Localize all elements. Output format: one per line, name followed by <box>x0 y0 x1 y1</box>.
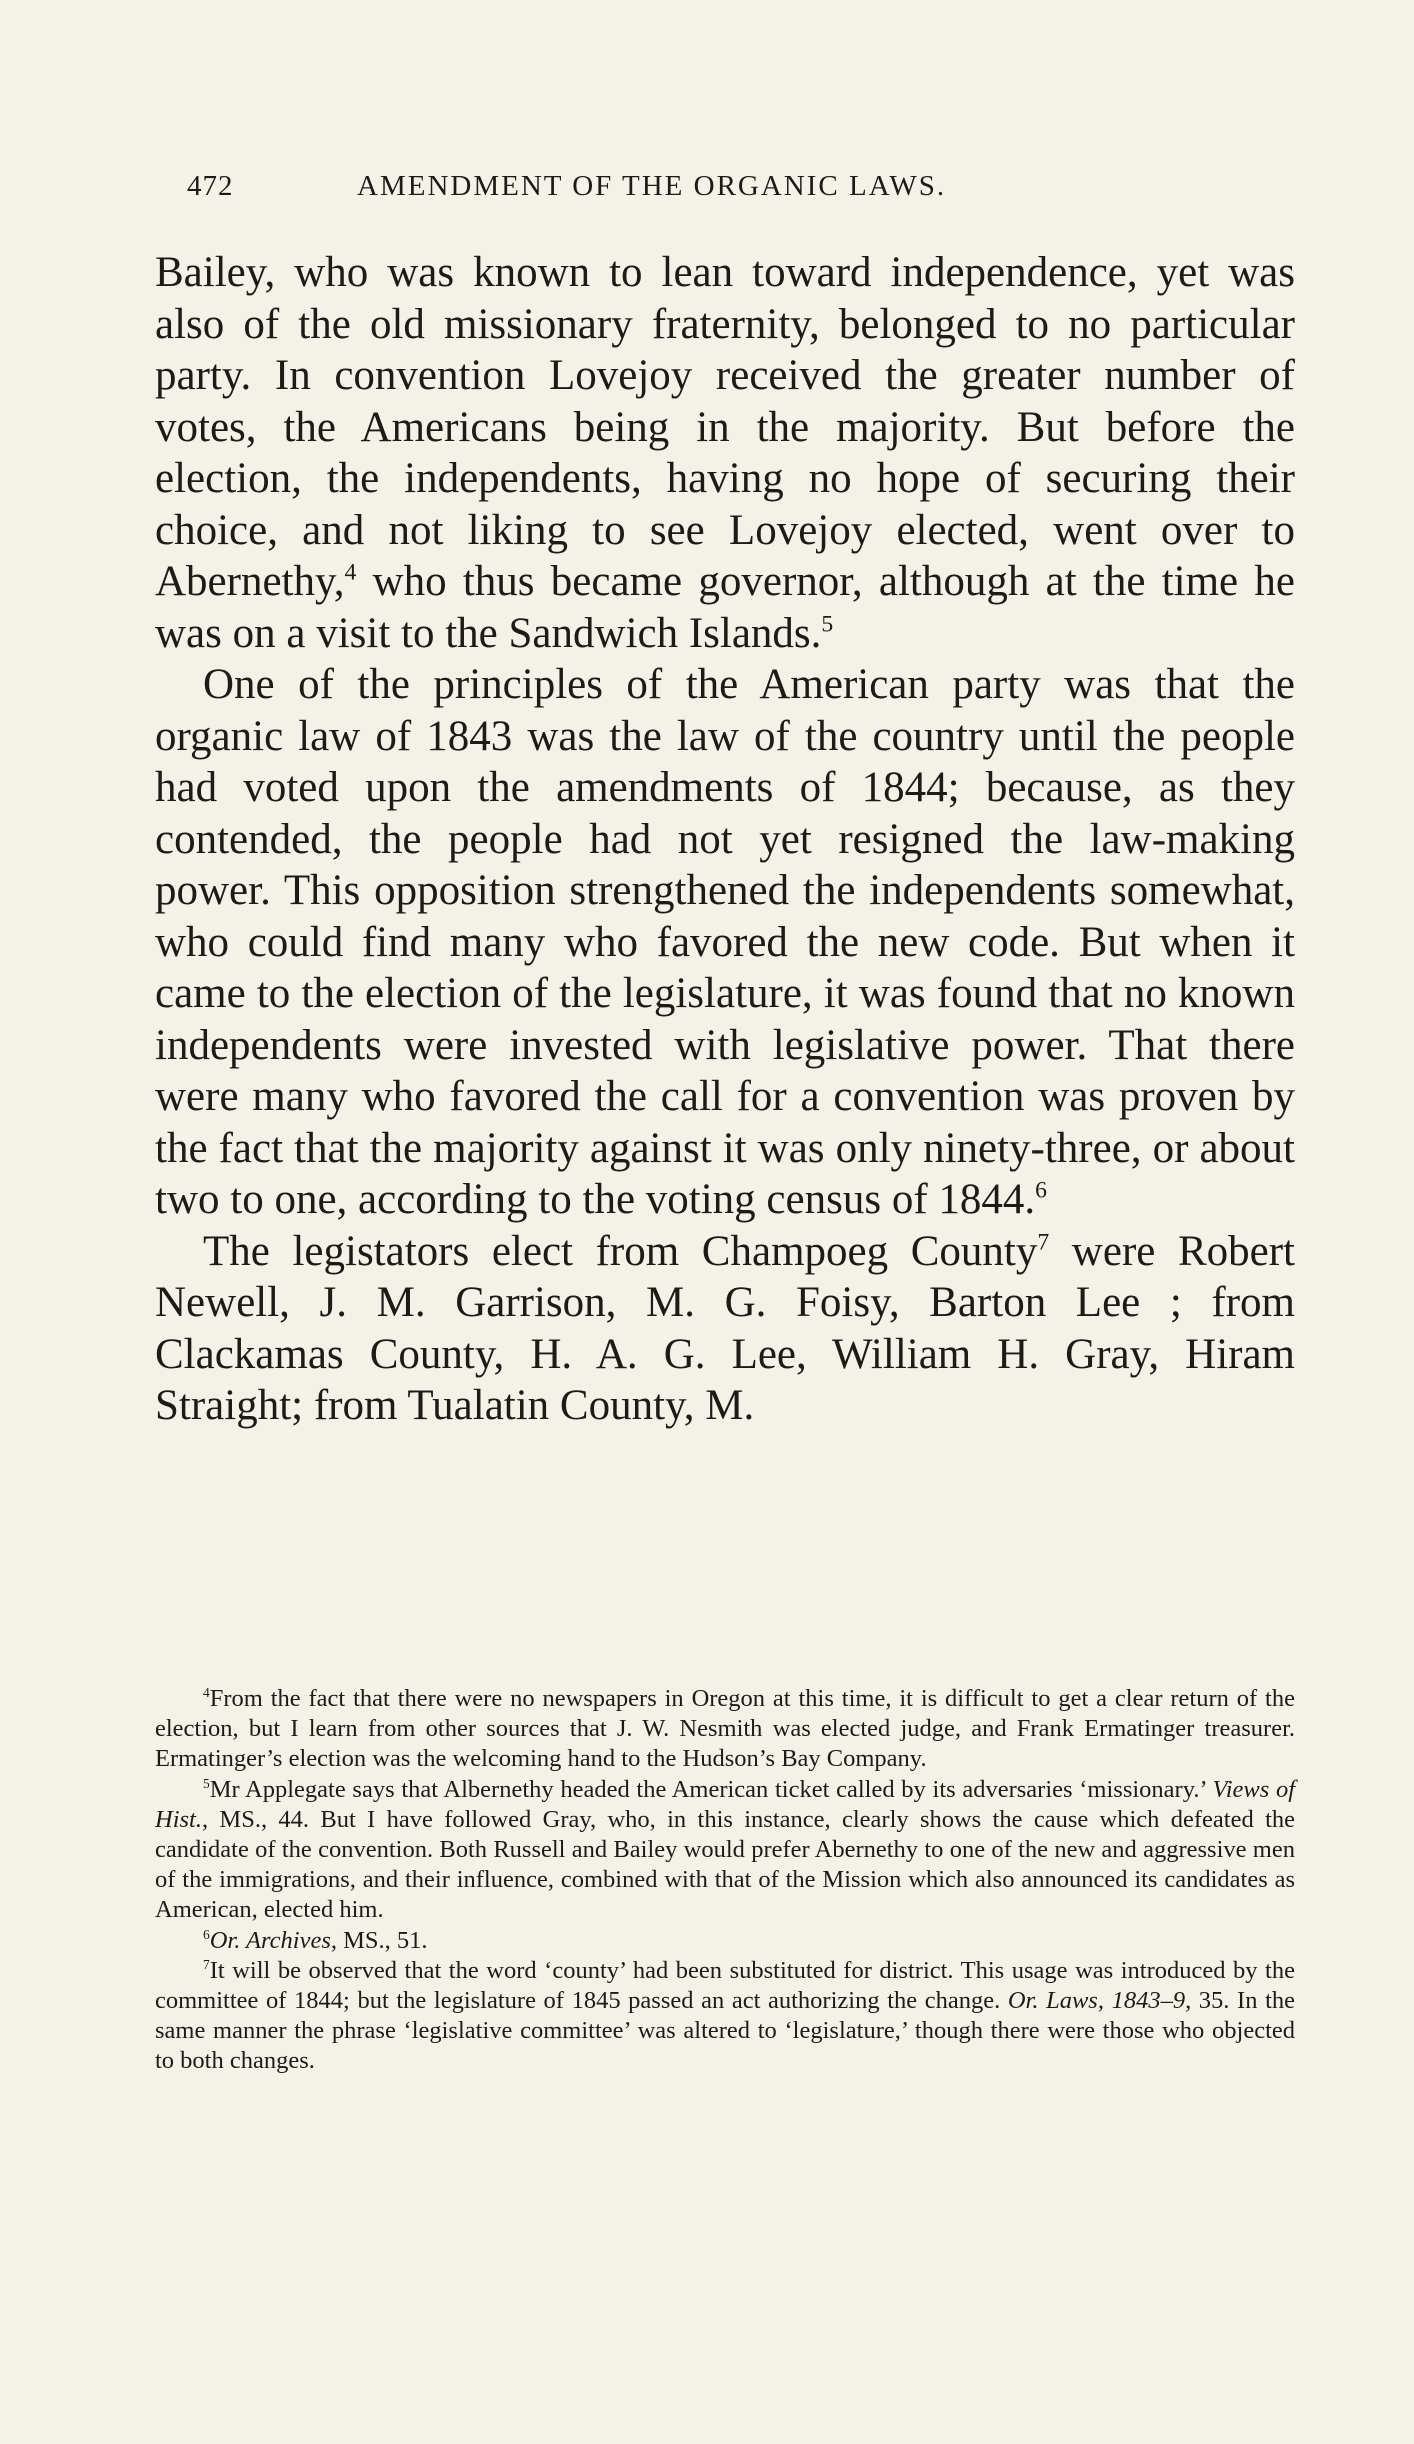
footnote-5-text-cont: , MS., 44. But I have followed Gray, who, in this instance, clearly shows the cause which defeated the candidate of the convention. Both Russell and Bailey would prefer Abernethy to one of the new and aggressive men of the immigrations, and their influence, combined with that of the Mission which also announced its candidates as American, elected him. <box>155 1805 1295 1924</box>
footnote-7 <box>155 1956 1295 2077</box>
paragraph-3-text-cont: were Robert Newell, J. M. Garrison, M. G. Foisy, Barton Lee ; from Clackamas County, H. A. G. Lee, William H. Gray, Hiram Straight; from Tualatin County, M. <box>155 1227 1295 1429</box>
footnote-7-text: It will be observed that the word ‘county’ had been substituted for district. This usage was introduced by the committee of 1844; but the legislature of 1845 passed an act authorizing the change. <box>155 1956 1295 2015</box>
page-number: 472 <box>187 170 234 202</box>
footnote-4 <box>155 1684 1295 1775</box>
footnote-7-mark: 7 <box>203 1956 210 1972</box>
paragraph-3 <box>155 1226 1295 1432</box>
paragraph-1-text-cont: who thus became governor, although at the time he was on a visit to the Sandwich Islands. <box>155 558 1295 657</box>
page-header <box>187 170 1297 214</box>
body-text <box>155 247 1295 1432</box>
paragraph-2-text: One of the principles of the American party was that the organic law of 1843 was the law of the country until the people had voted upon the amendments of 1844; because, as they contended, the people had not yet resigned the law-making power. This opposition strengthened the independents somewhat, who could find many who favored the new code. But when it came to the election of the legislature, it was found that no known independents were invested with legislative power. That there were many who favored the call for a convention was proven by the fact that the majority against it was only ninety-three, or about two to one, according to the voting census of 1844. <box>155 661 1295 1223</box>
footnotes <box>155 1684 1295 2077</box>
footnote-5-text: Mr Applegate says that Albernethy headed the American ticket called by its adversaries ‘missionary.’ <box>209 1775 1206 1803</box>
paragraph-1 <box>155 247 1295 659</box>
footnote-5-citation: Views of Hist. <box>155 1775 1296 1833</box>
footnote-6-text: , MS., 51. <box>330 1926 428 1954</box>
footnote-ref-4: 4 <box>344 559 357 586</box>
footnote-6-citation: Or. Archives <box>209 1926 331 1954</box>
footnote-6-mark: 6 <box>203 1926 210 1942</box>
paragraph-2 <box>155 659 1295 1226</box>
footnote-ref-5: 5 <box>821 611 834 638</box>
footnote-4-text: From the fact that there were no newspapers in Oregon at this time, it is difficult to get a clear return of the election, but I learn from other sources that J. W. Nesmith was elected judge, and Frank Ermatinger treasurer. Ermatinger’s election was the welcoming hand to the Hudson’s Bay Company. <box>155 1685 1295 1773</box>
footnote-ref-6: 6 <box>1035 1177 1047 1204</box>
running-title: AMENDMENT OF THE ORGANIC LAWS. <box>357 170 947 202</box>
footnote-7-citation: Or. Laws, 1843–9, <box>1007 1987 1192 2015</box>
paragraph-1-text: Bailey, who was known to lean toward independence, yet was also of the old missionary fraternity, belonged to no particular party. In convention Lovejoy received the greater number of votes, the Americans being in the majority. But before the election, the independents, having no hope of securing their choice, and not liking to see Lovejoy elected, went over to Abernethy, <box>155 249 1295 605</box>
footnote-7-text-cont: 35. In the same manner the phrase ‘legislative committee’ was altered to ‘legislature,’ though there were those who objected to both changes. <box>155 1987 1295 2075</box>
paragraph-3-text: The legistators elect from Champoeg County <box>203 1227 1038 1275</box>
footnote-5 <box>155 1775 1295 1926</box>
footnote-4-mark: 4 <box>203 1684 210 1700</box>
footnote-6 <box>155 1926 1295 1956</box>
footnote-5-mark: 5 <box>203 1775 210 1791</box>
footnote-ref-7: 7 <box>1037 1229 1050 1256</box>
